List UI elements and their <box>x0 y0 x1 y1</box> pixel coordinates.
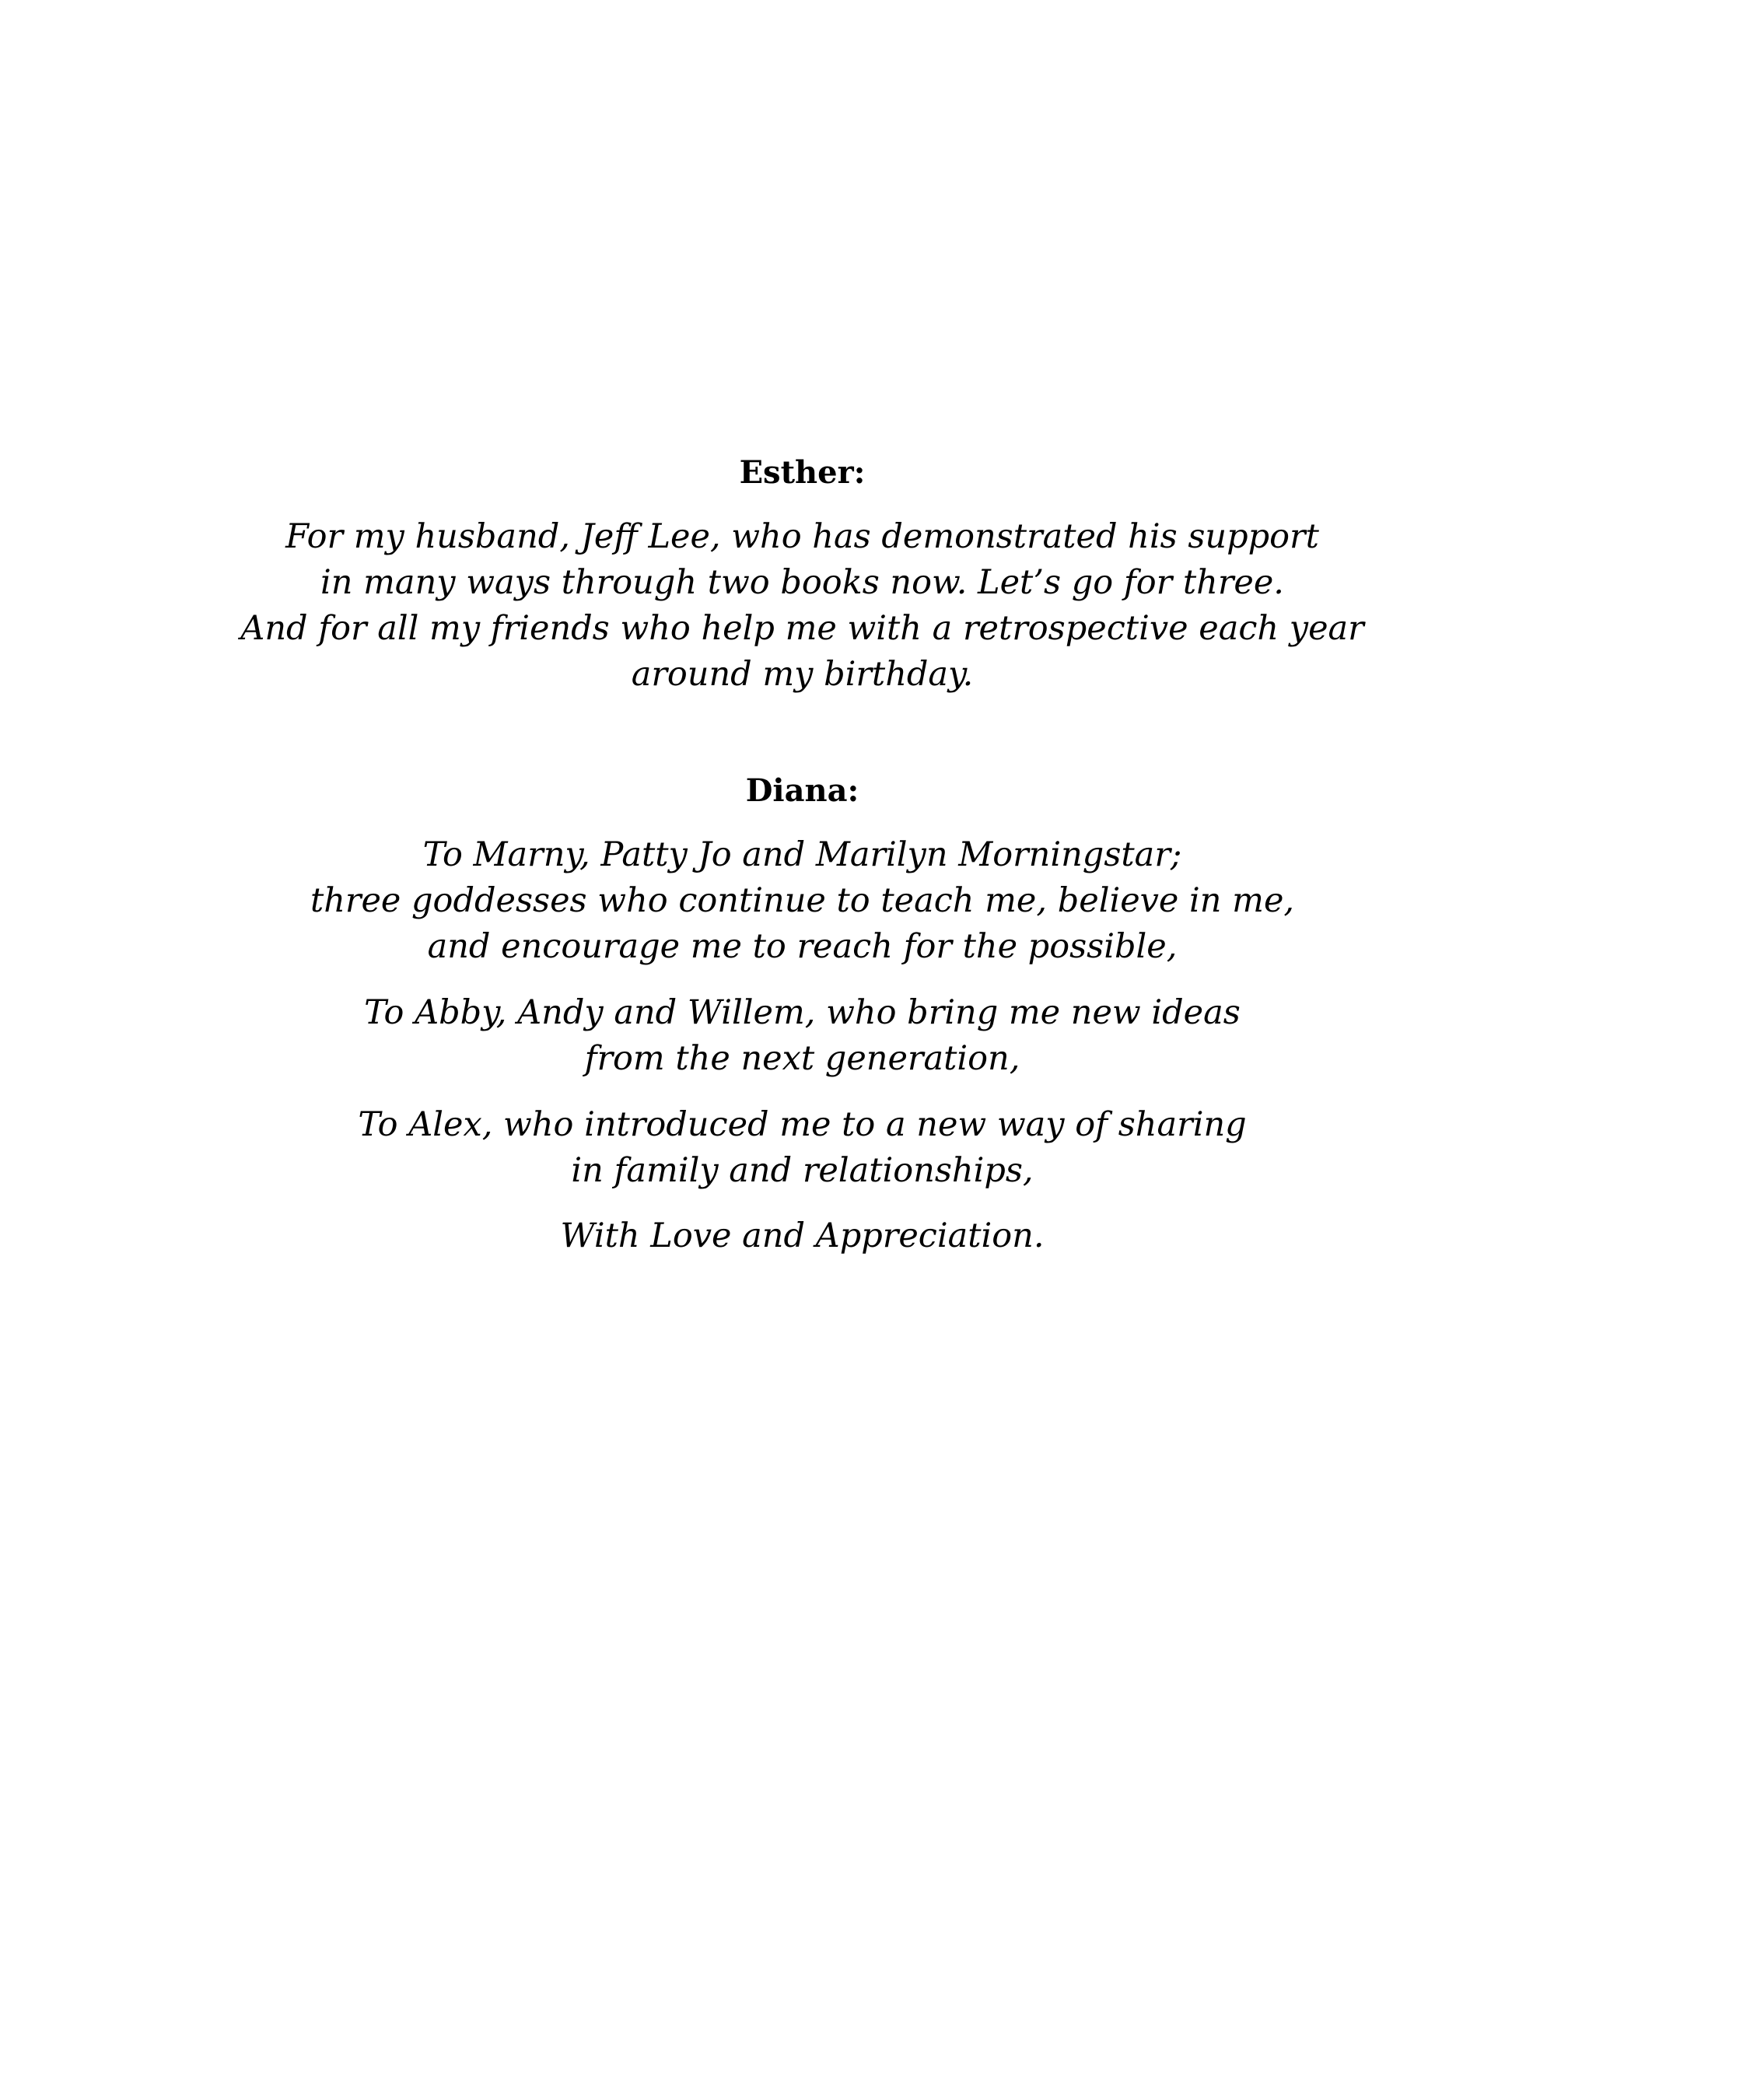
diana-p1-line-2: three goddesses who continue to teach me, believe in me, <box>310 881 1295 920</box>
closing-line: With Love and Appreciation. <box>560 1216 1045 1255</box>
diana-p2-line-2: from the next generation, <box>584 1039 1020 1078</box>
esther-line-2: in many ways through two books now. Let’s go for three. <box>320 563 1284 602</box>
diana-p2-line-1: To Abby, Andy and Willem, who bring me new ideas <box>364 993 1241 1032</box>
esther-heading: Esther: <box>739 454 866 491</box>
diana-p3-line-1: To Alex, who introduced me to a new way of sharing <box>358 1105 1247 1144</box>
diana-p1-line-1: To Marny, Patty Jo and Marilyn Morningstar; <box>422 835 1182 874</box>
diana-paragraph-3 <box>0 1102 1605 1194</box>
diana-p3-line-2: in family and relationships, <box>571 1151 1034 1190</box>
diana-paragraph-1 <box>0 832 1605 970</box>
esther-line-4: around my birthday. <box>631 655 974 694</box>
esther-line-3: And for all my friends who help me with a retrospective each year <box>240 609 1364 648</box>
diana-closing <box>0 1213 1605 1259</box>
diana-p1-line-3: and encourage me to reach for the possible, <box>427 927 1178 966</box>
esther-dedication <box>0 514 1605 698</box>
esther-line-1: For my husband, Jeff Lee, who has demonstrated his support <box>285 517 1319 556</box>
diana-paragraph-2 <box>0 990 1605 1082</box>
diana-heading: Diana: <box>745 772 859 809</box>
